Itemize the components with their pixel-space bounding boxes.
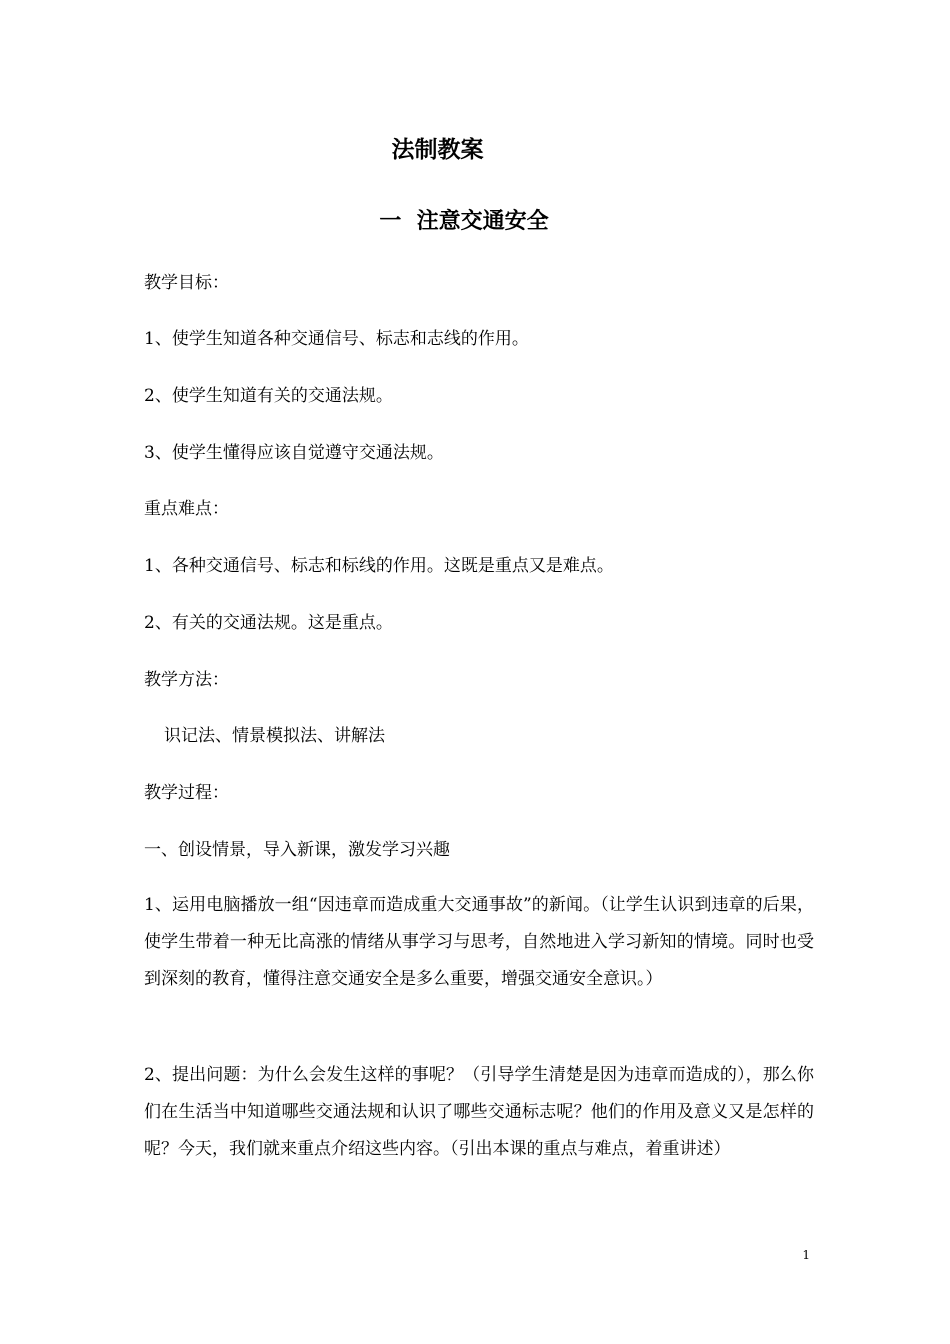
teaching-methods-heading: 教学方法： [144,670,229,690]
process-step-1-heading: 一、创设情景，导入新课，激发学习兴趣 [144,840,450,860]
document-title: 法制教案 [391,137,484,163]
goal-item-2: 2、使学生知道有关的交通法规。 [144,386,393,406]
goal-item-3: 3、使学生懂得应该自觉遵守交通法规。 [144,443,444,463]
teaching-process-heading: 教学过程： [144,783,229,803]
teaching-goals-heading: 教学目标： [144,273,229,293]
teaching-methods-text: 识记法、情景模拟法、讲解法 [164,726,385,746]
difficulty-item-2: 2、有关的交通法规。这是重点。 [144,613,393,633]
process-paragraph-1: 1、运用电脑播放一组“因违章而造成重大交通事故”的新闻。（让学生认识到违章的后果，使学生带着一种无比高涨的情绪从事学习与思考，自然地进入学习新知的情境。同时也受到深刻的教育，懂得注意交通安全是多么重要，增强交通安全意识。） [144,895,814,989]
process-paragraph-2: 2、提出问题：为什么会发生这样的事呢？（引导学生清楚是因为违章而造成的），那么你们在生活当中知道哪些交通法规和认识了哪些交通标志呢？他们的作用及意义又是怎样的呢？今天，我们就来重点介绍这些内容。（引出本课的重点与难点，着重讲述） [144,1065,814,1159]
lesson-subtitle: 一 注意交通安全 [379,208,549,234]
key-difficulties-heading: 重点难点： [144,499,229,519]
page-number: 1 [802,1248,810,1262]
difficulty-item-1: 1、各种交通信号、标志和标线的作用。这既是重点又是难点。 [144,556,614,576]
goal-item-1: 1、使学生知道各种交通信号、标志和志线的作用。 [144,329,529,349]
